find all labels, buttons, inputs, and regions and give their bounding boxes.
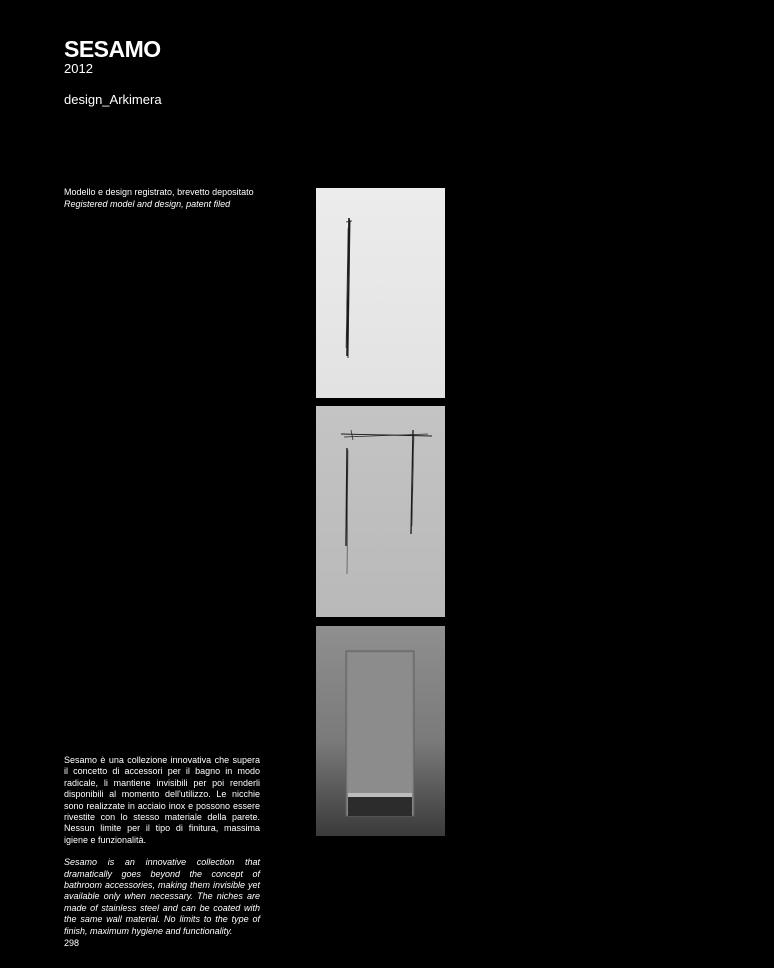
registration-note-it: Modello e design registrato, brevetto depositato — [64, 187, 254, 197]
product-year: 2012 — [64, 61, 93, 76]
sketch-frame-strokes — [316, 406, 445, 617]
registration-note — [64, 186, 254, 210]
sketch-photo-one-line — [316, 188, 445, 398]
description-en: Sesamo is an innovative collection that dramatically goes beyond the concept of bathroom accessories, making them invisible yet available only when necessary. The niches are made of stainless steel and can be coated with the same wall material. No limits to the type of finish, maximum hygiene and functionality. — [64, 857, 260, 936]
niche-panel-photo — [316, 626, 445, 836]
product-title: SESAMO — [64, 36, 161, 62]
sketch-single-stroke — [316, 188, 445, 398]
sketch-photo-frame-lines — [316, 406, 445, 617]
description-it: Sesamo è una collezione innovativa che supera il concetto di accessori per il bagno in modo radicale, li mantiene invisibili per poi renderli disponibili al momento dell'utilizzo. Le nicchie sono realizzate in acciaio inox e possono essere rivestite con lo stesso materiale della parete. Nessun limite per il tipo di finitura, massima igiene e funzionalità. — [64, 755, 260, 845]
designer-credit: design_Arkimera — [64, 92, 162, 107]
registration-note-en: Registered model and design, patent filed — [64, 199, 231, 209]
page-number: 298 — [64, 938, 80, 948]
niche-panel-render — [316, 626, 445, 836]
product-description — [64, 755, 260, 948]
